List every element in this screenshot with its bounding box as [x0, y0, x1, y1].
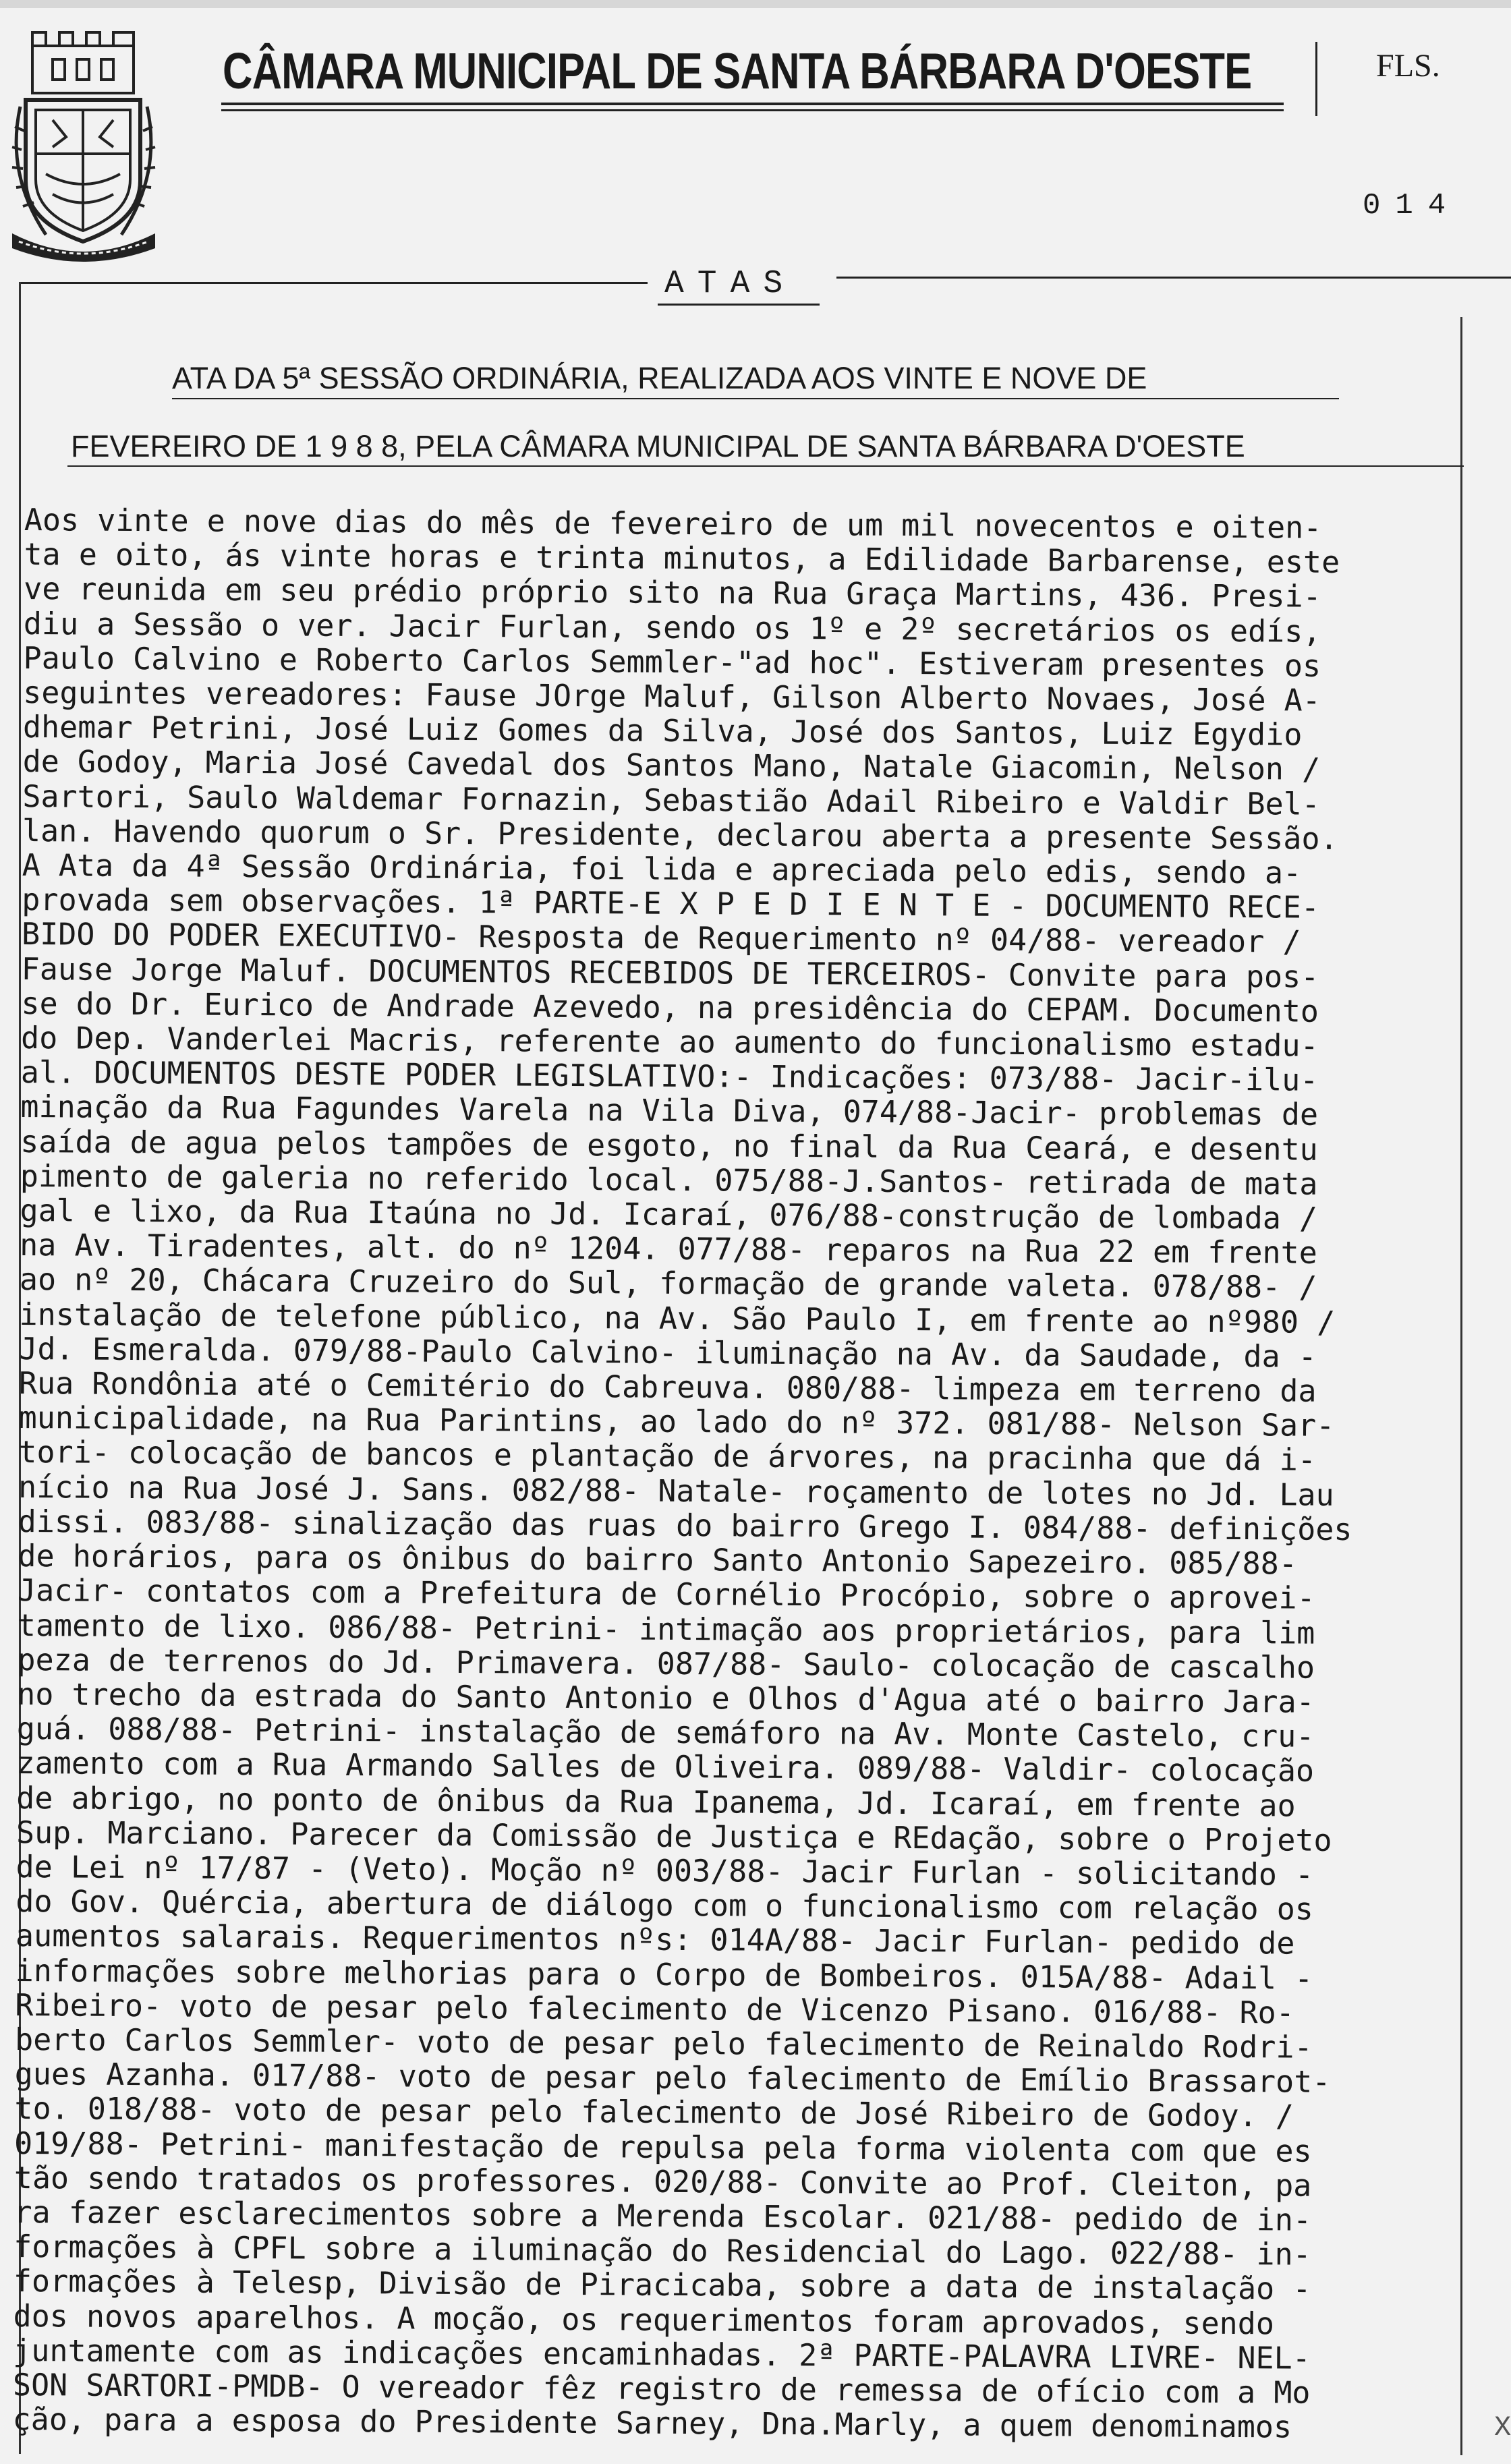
municipal-coat-of-arms-icon [5, 19, 162, 262]
header-rule [221, 103, 1284, 105]
document-title-line-1: ATA DA 5ª SESSÃO ORDINÁRIA, REALIZADA AOS VINTE E NOVE DE [172, 361, 1147, 395]
document-title-line-2: FEVEREIRO DE 1 9 8 8, PELA CÂMARA MUNICIPAL DE SANTA BÁRBARA D'OESTE [71, 429, 1245, 463]
title-underline [172, 398, 1339, 399]
minutes-body-text: Aos vinte e nove dias do mês de fevereiro de um mil novecentos e oiten- ta e oito, ás vinte horas e trinta minutos, a Edilidade Barbarense, este ve reunida em seu prédio próprio sito na Rua Graça Martins, 436. Presi- diu a Sessão o ver. Jacir Furlan, sendo os 1º e 2º secretários os edís, Paulo Calvino e Roberto Carlos Semmler-"ad hoc". Estiveram presentes os seguintes vereadores: Fause JOrge Maluf, Gilson Alberto Novaes, José A- dhemar Petrini, José Luiz Gomes da Silva, José dos Santos, Luiz Egydio de Godoy, Maria José Cavedal dos Santos Mano, Natale Giacomin, Nelson / Sartori, Saulo Waldemar Fornazin, Sebastião Adail Ribeiro e Valdir Bel- lan. Havendo quorum o Sr. Presidente, declarou aberta a presente Sessão. A Ata da 4ª Sessão Ordinária, foi lida e apreciada pelo edis, sendo a- provada sem observações. 1ª PARTE-E X P E D I E N T E - DOCUMENTO RECE- BIDO DO PODER EXECUTIVO- Resposta de Requerimento nº 04/88- vereador / Fause Jorge Maluf. DOCUMENTOS RECEBIDOS DE TERCEIROS- Convite para pos- se do Dr. Eurico de Andrade Azevedo, na presidência do CEPAM. Documento do Dep. Vanderlei Macris, referente ao aumento do funcionalismo estadu- al. DOCUMENTOS DESTE PODER LEGISLATIVO:- Indicações: 073/88- Jacir-ilu- minação da Rua Fagundes Varela na Vila Diva, 074/88-Jacir- problemas de saída de agua pelos tampões de esgoto, no final da Rua Ceará, e desentu pimento de galeria no referido local. 075/88-J.Santos- retirada de mata gal e lixo, da Rua Itaúna no Jd. Icaraí, 076/88-construção de lombada / na Av. Tiradentes, alt. do nº 1204. 077/88- reparos na Rua 22 em frente ao nº 20, Chácara Cruzeiro do Sul, formação de grande valeta. 078/88- / instalação de telefone público, na Av. São Paulo I, em frente ao nº980 / Jd. Esmeralda. 079/88-Paulo Calvino- iluminação na Av. da Saudade, da - Rua Rondônia até o Cemitério do Cabreuva. 080/88- limpeza em terreno da municipalidade, na Rua Parintins, ao lado do nº 372. 081/88- Nelson Sar- tori- colocação de bancos e plantação de árvores, na pracinha que dá i- nício na Rua José J. Sans. 082/88- Natale- roçamento de lotes no Jd. Lau dissi. 083/88- sinalização das ruas do bairro Grego I. 084/88- definições de horários, para os ônibus do bairro Santo Antonio Sapezeiro. 085/88- Jacir- contatos com a Prefeitura de Cornélio Procópio, sobre o aprovei- tamento de lixo. 086/88- Petrini- intimação aos proprietários, para lim peza de terrenos do Jd. Primavera. 087/88- Saulo- colocação de cascalho no trecho da estrada do Santo Antonio e Olhos d'Agua até o bairro Jara- guá. 088/88- Petrini- instalação de semáforo na Av. Monte Castelo, cru- zamento com a Rua Armando Salles de Oliveira. 089/88- Valdir- colocação de abrigo, no ponto de ônibus da Rua Ipanema, Jd. Icaraí, em frente ao Sup. Marciano. Parecer da Comissão de Justiça e REdação, sobre o Projeto de Lei nº 17/87 - (Veto). Moção nº 003/88- Jacir Furlan - solicitando - do Gov. Quércia, abertura de diálogo com o funcionalismo com relação os aumentos salarais. Requerimentos nºs: 014A/88- Jacir Furlan- pedido de informações sobre melhorias para o Corpo de Bombeiros. 015A/88- Adail - Ribeiro- voto de pesar pelo falecimento de Vicenzo Pisano. 016/88- Ro- berto Carlos Semmler- voto de pesar pelo falecimento de Reinaldo Rodri- gues Azanha. 017/88- voto de pesar pelo falecimento de Emílio Brassarot- to. 018/88- voto de pesar pelo falecimento de José Ribeiro de Godoy. / 019/88- Petrini- manifestação de repulsa pela forma violenta com que es tão sendo tratados os professores. 020/88- Convite ao Prof. Cleiton, pa ra fazer esclarecimentos sobre a Merenda Escolar. 021/88- pedido de in- formações à CPFL sobre a iluminação do Residencial do Lago. 022/88- in- formações à Telesp, Divisão de Piracicaba, sobre a data de instalação - dos novos aparelhos. A moção, os requerimentos foram aprovados, sendo juntamente com as indicações encaminhadas. 2ª PARTE-PALAVRA LIVRE- NEL- SON SARTORI-PMDB- O vereador fêz registro de remessa de ofício com a Mo ção, para a esposa do Presidente Sarney, Dna.Marly, a quem denominamos [12, 502, 1352, 2445]
fls-label: FLS. [1376, 48, 1440, 84]
frame-border-top [20, 282, 648, 284]
margin-mark: X [1494, 2411, 1511, 2444]
frame-border-top [836, 277, 1511, 279]
header-divider [1315, 42, 1317, 116]
section-label-underline [658, 304, 820, 306]
scan-edge [0, 0, 1511, 8]
chamber-name: CÂMARA MUNICIPAL DE SANTA BÁRBARA D'OESTE [223, 42, 1252, 99]
section-label: ATAS [664, 266, 797, 302]
header-rule [221, 109, 1284, 111]
folio-number: 014 [1363, 189, 1461, 223]
title-underline [67, 465, 1464, 467]
